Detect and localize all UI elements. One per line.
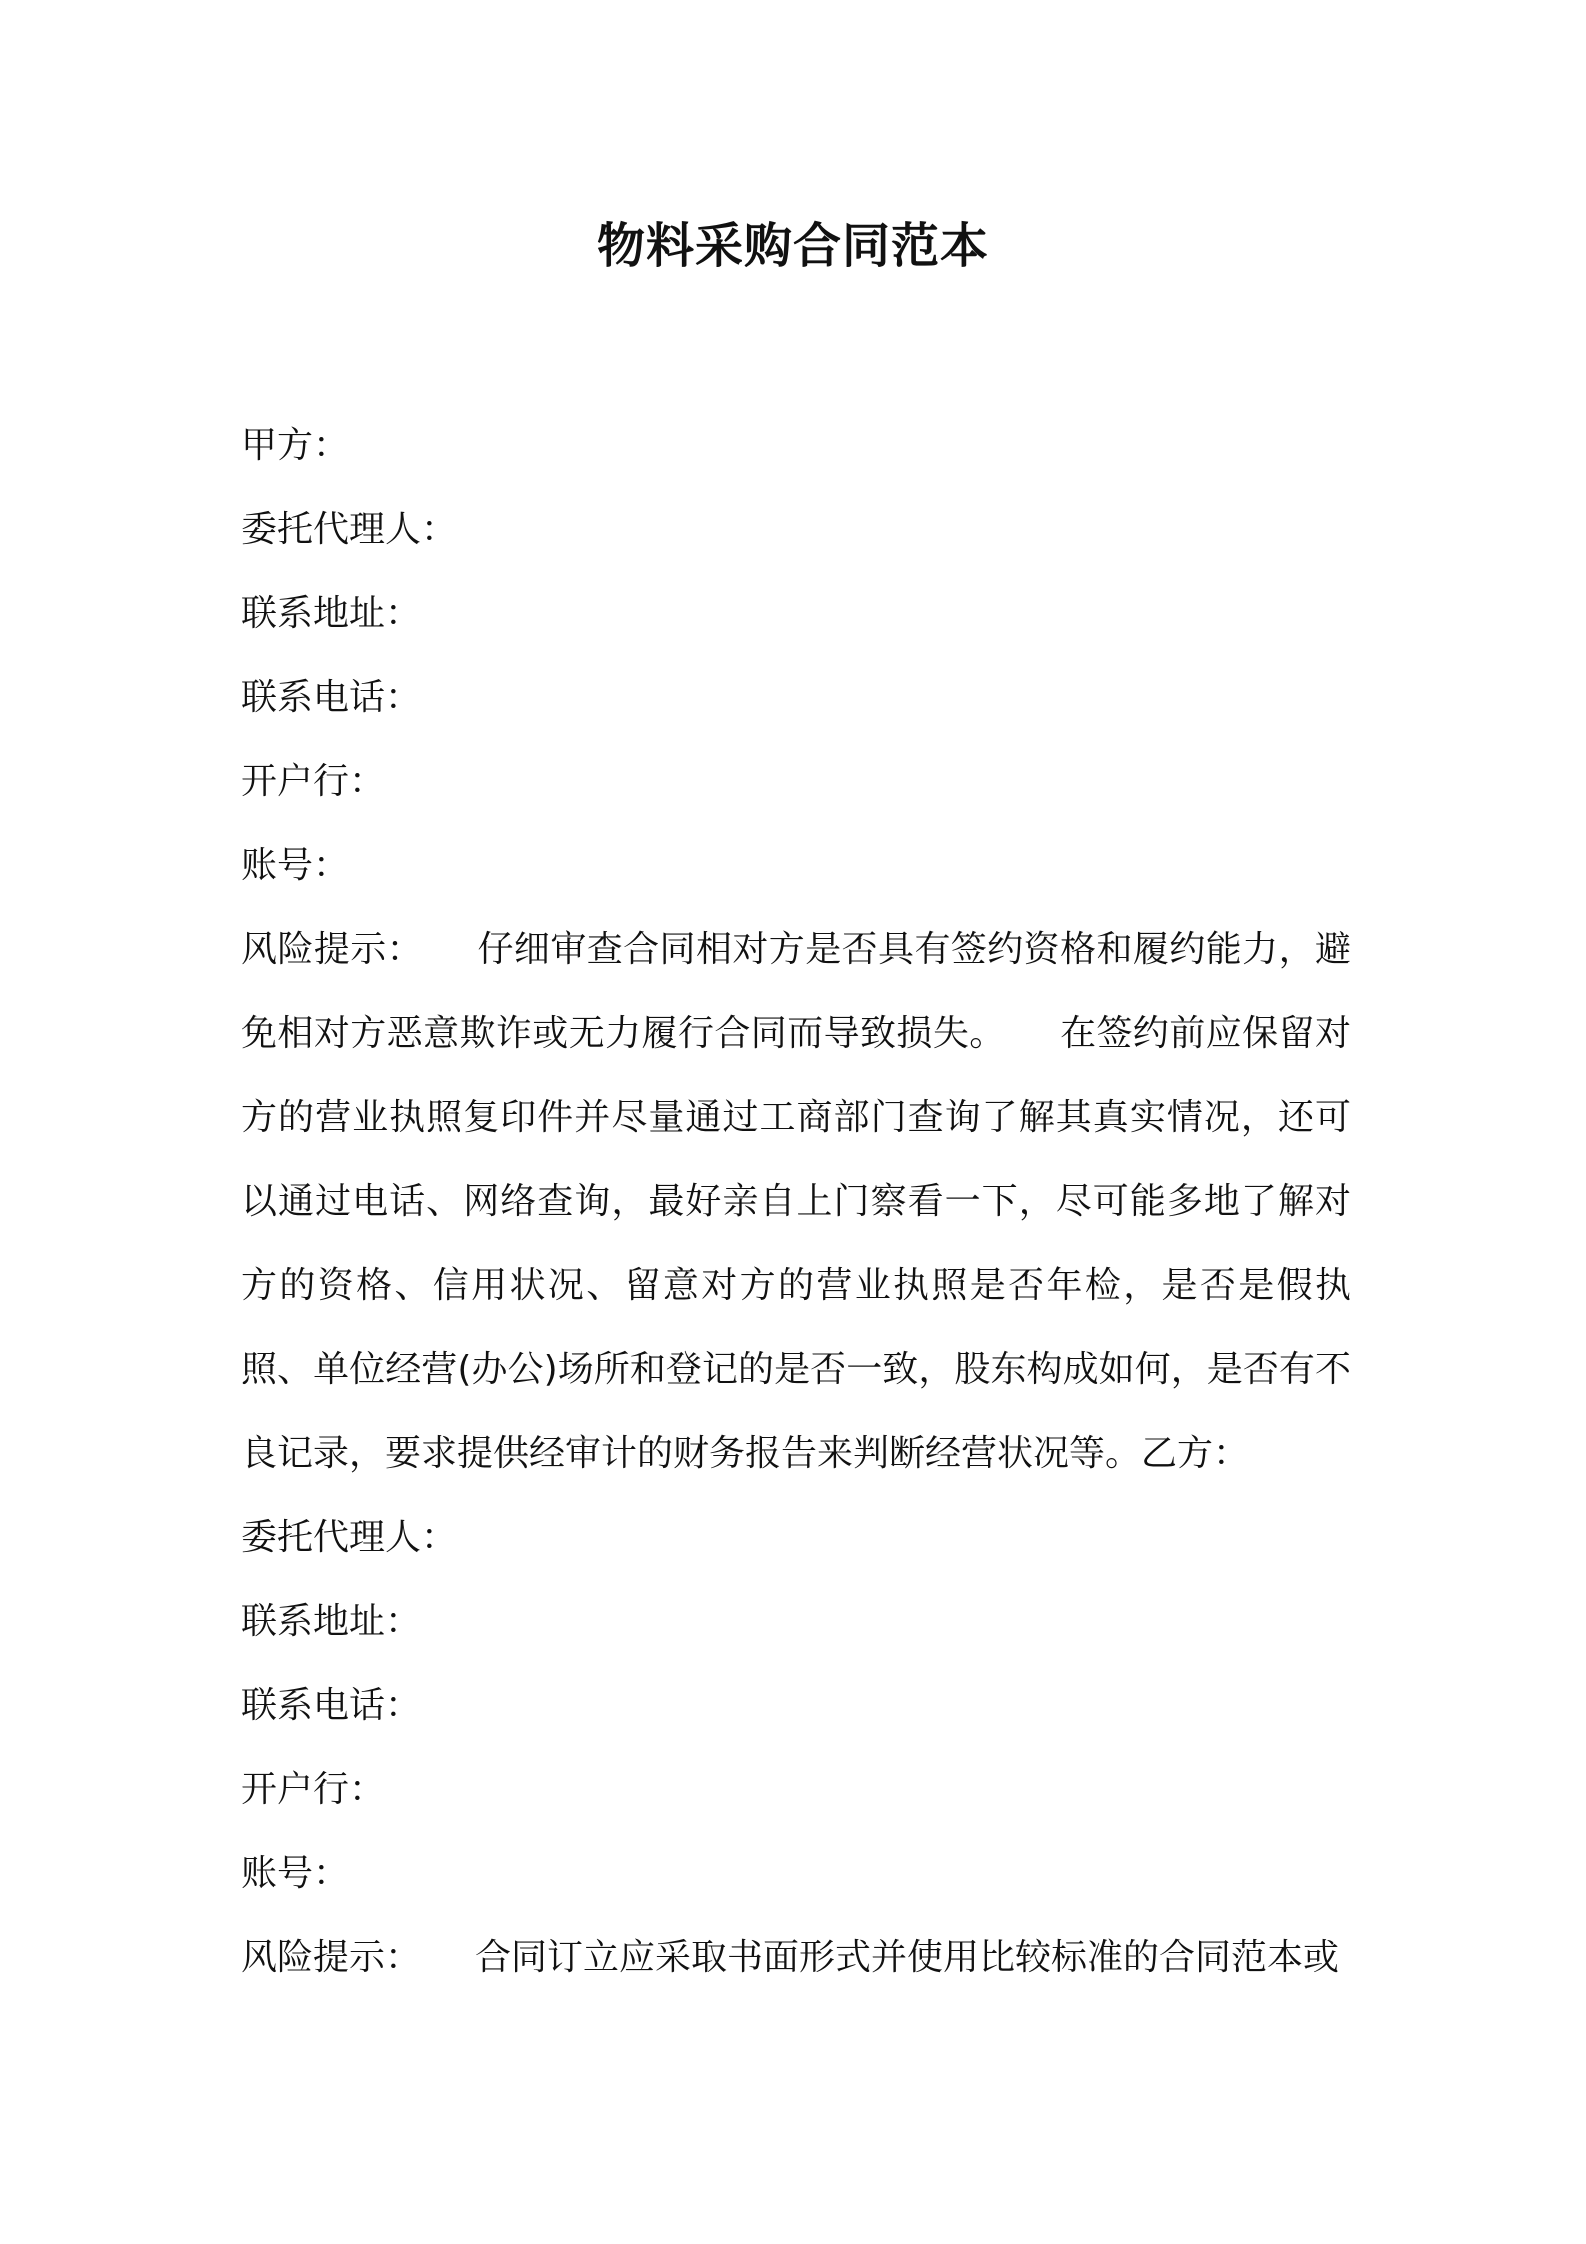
party-a-bank-label: 开户行： [241, 761, 386, 802]
party-b-name-label: 乙方： [1141, 1433, 1250, 1474]
party-b-agent-label: 委托代理人： [241, 1517, 458, 1558]
risk-notice-1-text-a: 仔细审查合同相对方是否具有签约资格和履约能力，避免相对方恶意欺诈或无力履行合同而导致损失。 [241, 929, 1351, 1054]
party-b-bank-label: 开户行： [241, 1769, 386, 1810]
party-a-phone-label: 联系电话： [241, 677, 422, 718]
party-a-address-label: 联系地址： [241, 593, 422, 634]
risk-notice-2-text: 合同订立应采取书面形式并使用比较标准的合同范本或 [475, 1937, 1340, 1978]
risk-notice-1-label: 风险提示： [241, 929, 424, 970]
document-title: 物料采购合同范本 [596, 218, 989, 274]
party-b-phone-label: 联系电话： [241, 1685, 422, 1726]
risk-notice-1-text-b: 在签约前应保留对方的营业执照复印件并尽量通过工商部门查询了解其真实情况，还可以通过电话、网络查询，最好亲自上门察看一下，尽可能多地了解对方的资格、信用状况、留意对方的营业执照是否年检，是否是假执照、单位经营(办公)场所和登记的是否一致，股东构成如何，是否有不良记录，要求提供经审计的财务报告来判断经营状况等。 [241, 1013, 1351, 1474]
risk-notice-2 [241, 1916, 1351, 2000]
party-b-account-label: 账号： [241, 1853, 350, 1894]
party-a-account-label: 账号： [241, 845, 350, 886]
risk-notice-1 [241, 908, 1351, 1496]
risk-notice-2-label: 风险提示： [241, 1937, 422, 1978]
party-a-agent-label: 委托代理人： [241, 509, 458, 550]
party-a-name-label: 甲方： [241, 425, 350, 466]
document-body [241, 404, 1351, 2000]
party-b-address-label: 联系地址： [241, 1601, 422, 1642]
